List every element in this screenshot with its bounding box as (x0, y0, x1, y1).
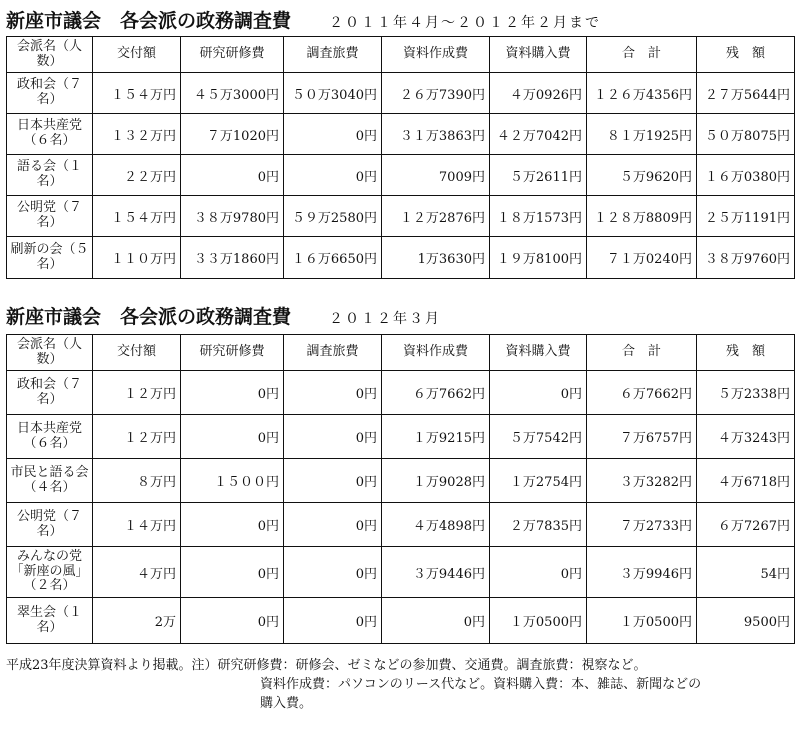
amount-cell: ５万2611円 (490, 155, 587, 196)
amount-cell: 0円 (181, 155, 284, 196)
table-row (7, 415, 795, 459)
column-header: 資料購入費 (490, 37, 587, 73)
amount-cell: １万9028円 (382, 459, 490, 503)
amount-cell: 0円 (490, 547, 587, 598)
table-row (7, 114, 795, 155)
column-header: 研究研修費 (181, 335, 284, 371)
amount-cell: 0円 (181, 598, 284, 644)
amount-cell: ７１万0240円 (587, 237, 697, 279)
column-header: 残 額 (697, 335, 795, 371)
amount-cell: ３３万1860円 (181, 237, 284, 279)
footnote-line-2: 資料作成費：パソコンのリース代など。資料購入費：本、雑誌、新聞などの (260, 677, 702, 692)
column-header: 調査旅費 (284, 335, 382, 371)
table2-title (6, 302, 441, 329)
table-row (7, 547, 795, 598)
amount-cell: 0円 (284, 503, 382, 547)
table-row (7, 598, 795, 644)
column-header: 資料作成費 (382, 335, 490, 371)
amount-cell: １２万2876円 (382, 196, 490, 237)
table-row (7, 196, 795, 237)
amount-cell: ５万9620円 (587, 155, 697, 196)
faction-name: 日本共産党（６名） (7, 415, 93, 459)
amount-cell: ３万9446円 (382, 547, 490, 598)
amount-cell: １５００円 (181, 459, 284, 503)
amount-cell: 0円 (181, 371, 284, 415)
amount-cell: ７万2733円 (587, 503, 697, 547)
amount-cell: ２５万1191円 (697, 196, 795, 237)
amount-cell: １万2754円 (490, 459, 587, 503)
amount-cell: 0円 (382, 598, 490, 644)
amount-cell: ５万7542円 (490, 415, 587, 459)
amount-cell: ４万3243円 (697, 415, 795, 459)
amount-cell: ２万7835円 (490, 503, 587, 547)
amount-cell: ４万0926円 (490, 73, 587, 114)
faction-name: 市民と語る会（４名） (7, 459, 93, 503)
table-header-row (7, 37, 795, 73)
table2-title-text: 新座市議会 各会派の政務調査費 (6, 306, 292, 328)
column-header: 研究研修費 (181, 37, 284, 73)
footnote-line-3: 購入費。 (260, 696, 313, 711)
amount-cell: ３８万9780円 (181, 196, 284, 237)
amount-cell: １２万円 (93, 371, 181, 415)
faction-name: 翠生会（１名） (7, 598, 93, 644)
amount-cell: 0円 (490, 371, 587, 415)
table1-title (6, 6, 601, 33)
table1-period: ２０１１年４月〜２０１２年２月まで (329, 15, 602, 31)
table2-period: ２０１２年３月 (329, 311, 442, 327)
amount-cell: ２６万7390円 (382, 73, 490, 114)
table-row (7, 459, 795, 503)
column-header: 資料作成費 (382, 37, 490, 73)
faction-name: 日本共産党（６名） (7, 114, 93, 155)
table-row (7, 73, 795, 114)
amount-cell: ６万7662円 (587, 371, 697, 415)
faction-name: みんなの党「新座の風」（２名） (7, 547, 93, 598)
amount-cell: ７万1020円 (181, 114, 284, 155)
amount-cell: ２２万円 (93, 155, 181, 196)
amount-cell: 0円 (284, 155, 382, 196)
amount-cell: ４５万3000円 (181, 73, 284, 114)
amount-cell: １万0500円 (587, 598, 697, 644)
amount-cell: 0円 (284, 459, 382, 503)
amount-cell: ３１万3863円 (382, 114, 490, 155)
amount-cell: ７万6757円 (587, 415, 697, 459)
amount-cell: 9500円 (697, 598, 795, 644)
amount-cell: ４万4898円 (382, 503, 490, 547)
faction-name: 政和会（７名） (7, 73, 93, 114)
amount-cell: 0円 (181, 503, 284, 547)
column-header: 残 額 (697, 37, 795, 73)
amount-cell: １２万円 (93, 415, 181, 459)
faction-name: 公明党（７名） (7, 503, 93, 547)
amount-cell: ５万2338円 (697, 371, 795, 415)
amount-cell: ４万円 (93, 547, 181, 598)
faction-name: 公明党（７名） (7, 196, 93, 237)
amount-cell: ５０万8075円 (697, 114, 795, 155)
amount-cell: ６万7662円 (382, 371, 490, 415)
faction-name: 政和会（７名） (7, 371, 93, 415)
table1-title-text: 新座市議会 各会派の政務調査費 (6, 10, 292, 32)
amount-cell: ３万3282円 (587, 459, 697, 503)
amount-cell: ３万9946円 (587, 547, 697, 598)
amount-cell: １６万0380円 (697, 155, 795, 196)
amount-cell: ４万6718円 (697, 459, 795, 503)
amount-cell: １２６万4356円 (587, 73, 697, 114)
footnote-line-1: 平成23年度決算資料より掲載。注）研究研修費：研修会、ゼミなどの参加費、交通費。調査旅費：視察など。 (6, 658, 647, 673)
column-header: 会派名（人数） (7, 335, 93, 371)
footnote (6, 656, 701, 713)
amount-cell: ８１万1925円 (587, 114, 697, 155)
column-header: 調査旅費 (284, 37, 382, 73)
amount-cell: １５４万円 (93, 73, 181, 114)
amount-cell: １３２万円 (93, 114, 181, 155)
amount-cell: ３８万9760円 (697, 237, 795, 279)
amount-cell: １５４万円 (93, 196, 181, 237)
faction-name: 語る会（１名） (7, 155, 93, 196)
amount-cell: １万9215円 (382, 415, 490, 459)
amount-cell: 0円 (181, 547, 284, 598)
expenses-table-fy2011 (6, 36, 795, 279)
amount-cell: ８万円 (93, 459, 181, 503)
amount-cell: １２８万8809円 (587, 196, 697, 237)
amount-cell: 7009円 (382, 155, 490, 196)
amount-cell: 0円 (181, 415, 284, 459)
table-header-row (7, 335, 795, 371)
table-row (7, 155, 795, 196)
amount-cell: １万0500円 (490, 598, 587, 644)
column-header: 資料購入費 (490, 335, 587, 371)
amount-cell: 54円 (697, 547, 795, 598)
column-header: 交付額 (93, 335, 181, 371)
table-row (7, 371, 795, 415)
amount-cell: ４２万7042円 (490, 114, 587, 155)
amount-cell: 0円 (284, 547, 382, 598)
table-row (7, 503, 795, 547)
amount-cell: １１０万円 (93, 237, 181, 279)
amount-cell: 0円 (284, 598, 382, 644)
table-row (7, 237, 795, 279)
amount-cell: ２７万5644円 (697, 73, 795, 114)
column-header: 合 計 (587, 37, 697, 73)
amount-cell: １８万1573円 (490, 196, 587, 237)
amount-cell: 0円 (284, 371, 382, 415)
amount-cell: １６万6650円 (284, 237, 382, 279)
amount-cell: ５９万2580円 (284, 196, 382, 237)
amount-cell: ６万7267円 (697, 503, 795, 547)
amount-cell: 1万3630円 (382, 237, 490, 279)
column-header: 合 計 (587, 335, 697, 371)
column-header: 交付額 (93, 37, 181, 73)
amount-cell: ５０万3040円 (284, 73, 382, 114)
faction-name: 刷新の会（５名） (7, 237, 93, 279)
amount-cell: １９万8100円 (490, 237, 587, 279)
amount-cell: 0円 (284, 415, 382, 459)
expenses-table-2012-03 (6, 334, 795, 644)
column-header: 会派名（人数） (7, 37, 93, 73)
amount-cell: 0円 (284, 114, 382, 155)
amount-cell: 2万 (93, 598, 181, 644)
amount-cell: １４万円 (93, 503, 181, 547)
